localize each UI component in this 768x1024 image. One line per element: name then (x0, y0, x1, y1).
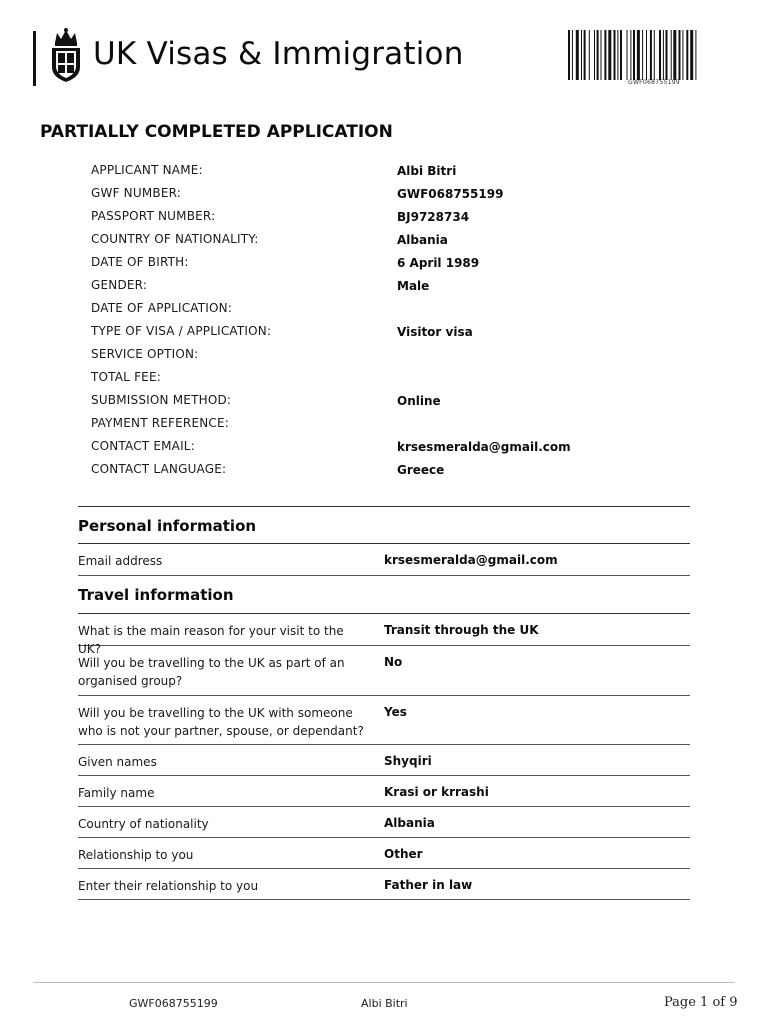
summary-value: 6 April 1989 (397, 256, 480, 270)
question-label: Family name (78, 786, 155, 800)
summary-row (91, 439, 651, 462)
answer-value: Father in law (384, 878, 473, 892)
question-label: Will you be travelling to the UK as part of an organised group? (78, 656, 345, 688)
summary-row (91, 163, 651, 186)
applicant-summary (91, 163, 651, 485)
summary-label: TYPE OF VISA / APPLICATION: (91, 324, 272, 338)
barcode-bar (686, 30, 688, 80)
barcode-bar (584, 30, 586, 80)
question-label: Enter their relationship to you (78, 879, 259, 893)
summary-row (91, 209, 651, 232)
answer-value: Shyqiri (384, 754, 432, 768)
question-row (78, 614, 690, 656)
summary-value: Albania (397, 233, 448, 247)
barcode-bar (673, 30, 676, 80)
answer-value: krsesmeralda@gmail.com (384, 553, 558, 567)
barcode-bar (589, 30, 590, 80)
question-row (78, 869, 690, 900)
summary-row (91, 278, 651, 301)
answer-value: Krasi or krrashi (384, 785, 489, 799)
summary-value: krsesmeralda@gmail.com (397, 440, 571, 454)
section-heading (78, 576, 690, 614)
summary-label: PASSPORT NUMBER: (91, 209, 216, 223)
question-row (78, 646, 690, 696)
question-row (78, 696, 690, 745)
summary-value: Online (397, 394, 441, 408)
barcode-bar (614, 30, 616, 80)
footer-gwf-number: GWF068755199 (129, 997, 218, 1010)
personal-information-section (78, 506, 690, 576)
travel-information-section (78, 576, 690, 900)
barcode-bar (679, 30, 681, 80)
barcode-bar (682, 30, 683, 80)
question-label: Relationship to you (78, 848, 194, 862)
barcode (568, 30, 736, 80)
barcode-bar (608, 30, 611, 80)
summary-value: Greece (397, 463, 445, 477)
barcode-bar (620, 30, 622, 80)
answer-value: No (384, 655, 403, 669)
barcode-bar (581, 30, 582, 80)
summary-value: Albi Bitri (397, 164, 457, 178)
barcode-bar (627, 30, 628, 80)
question-label: Given names (78, 755, 157, 769)
barcode-bar (617, 30, 618, 80)
question-row (78, 776, 690, 807)
summary-label: SERVICE OPTION: (91, 347, 199, 361)
question-row (78, 838, 690, 869)
header-rule (33, 31, 36, 86)
barcode-bar (576, 30, 579, 80)
document-title: PARTIALLY COMPLETED APPLICATION (40, 122, 393, 142)
summary-label: APPLICANT NAME: (91, 163, 203, 177)
summary-row (91, 324, 651, 347)
summary-label: COUNTRY OF NATIONALITY: (91, 232, 259, 246)
barcode-bar (654, 30, 655, 80)
barcode-bar (671, 30, 672, 80)
footer-page-number: Page 1 of 9 (664, 995, 738, 1010)
page-header (0, 0, 768, 100)
summary-value: BJ9728734 (397, 210, 470, 224)
barcode-bar (637, 30, 640, 80)
section-heading (78, 506, 690, 544)
summary-label: CONTACT LANGUAGE: (91, 462, 227, 476)
barcode-bar (666, 30, 668, 80)
barcode-bar (690, 30, 693, 80)
royal-crest-icon (48, 27, 84, 85)
barcode-bar (572, 30, 573, 80)
travel-information-heading: Travel information (78, 586, 234, 604)
summary-value: GWF068755199 (397, 187, 504, 201)
summary-label: GENDER: (91, 278, 148, 292)
summary-row (91, 301, 651, 324)
question-label: Country of nationality (78, 817, 209, 831)
barcode-bar (695, 30, 696, 80)
summary-row (91, 186, 651, 209)
summary-label: GWF NUMBER: (91, 186, 182, 200)
barcode-bar (568, 30, 570, 80)
question-row (78, 745, 690, 776)
barcode-bar (630, 30, 631, 80)
summary-label: DATE OF BIRTH: (91, 255, 189, 269)
summary-value: Male (397, 279, 430, 293)
barcode-bar (646, 30, 647, 80)
barcode-text: GWF068755199 (628, 79, 680, 86)
brand-title: UK Visas & Immigration (93, 36, 464, 72)
answer-value: Transit through the UK (384, 623, 539, 637)
answer-value: Other (384, 847, 423, 861)
barcode-bar (604, 30, 606, 80)
footer-applicant-name: Albi Bitri (361, 997, 408, 1010)
question-label: What is the main reason for your visit to the UK? (78, 624, 344, 656)
summary-row (91, 393, 651, 416)
barcode-bar (601, 30, 602, 80)
summary-label: SUBMISSION METHOD: (91, 393, 232, 407)
barcode-bar (594, 30, 595, 80)
question-label: Will you be travelling to the UK with someone who is not your partner, spouse, or dependant? (78, 706, 364, 738)
summary-row (91, 255, 651, 278)
summary-row (91, 462, 651, 485)
summary-row (91, 347, 651, 370)
barcode-bar (642, 30, 643, 80)
question-row (78, 544, 690, 576)
summary-label: CONTACT EMAIL: (91, 439, 195, 453)
barcode-bar (663, 30, 664, 80)
summary-label: DATE OF APPLICATION: (91, 301, 233, 315)
summary-label: PAYMENT REFERENCE: (91, 416, 230, 430)
answer-value: Yes (384, 705, 407, 719)
barcode-bar (633, 30, 635, 80)
summary-label: TOTAL FEE: (91, 370, 161, 384)
question-row (78, 807, 690, 838)
barcode-bar (659, 30, 661, 80)
barcode-bar (650, 30, 652, 80)
question-label: Email address (78, 554, 163, 568)
personal-information-heading: Personal information (78, 517, 257, 535)
summary-row (91, 416, 651, 439)
summary-row (91, 370, 651, 393)
summary-row (91, 232, 651, 255)
barcode-bar (597, 30, 599, 80)
answer-value: Albania (384, 816, 435, 830)
footer-rule (33, 982, 735, 983)
summary-value: Visitor visa (397, 325, 473, 339)
